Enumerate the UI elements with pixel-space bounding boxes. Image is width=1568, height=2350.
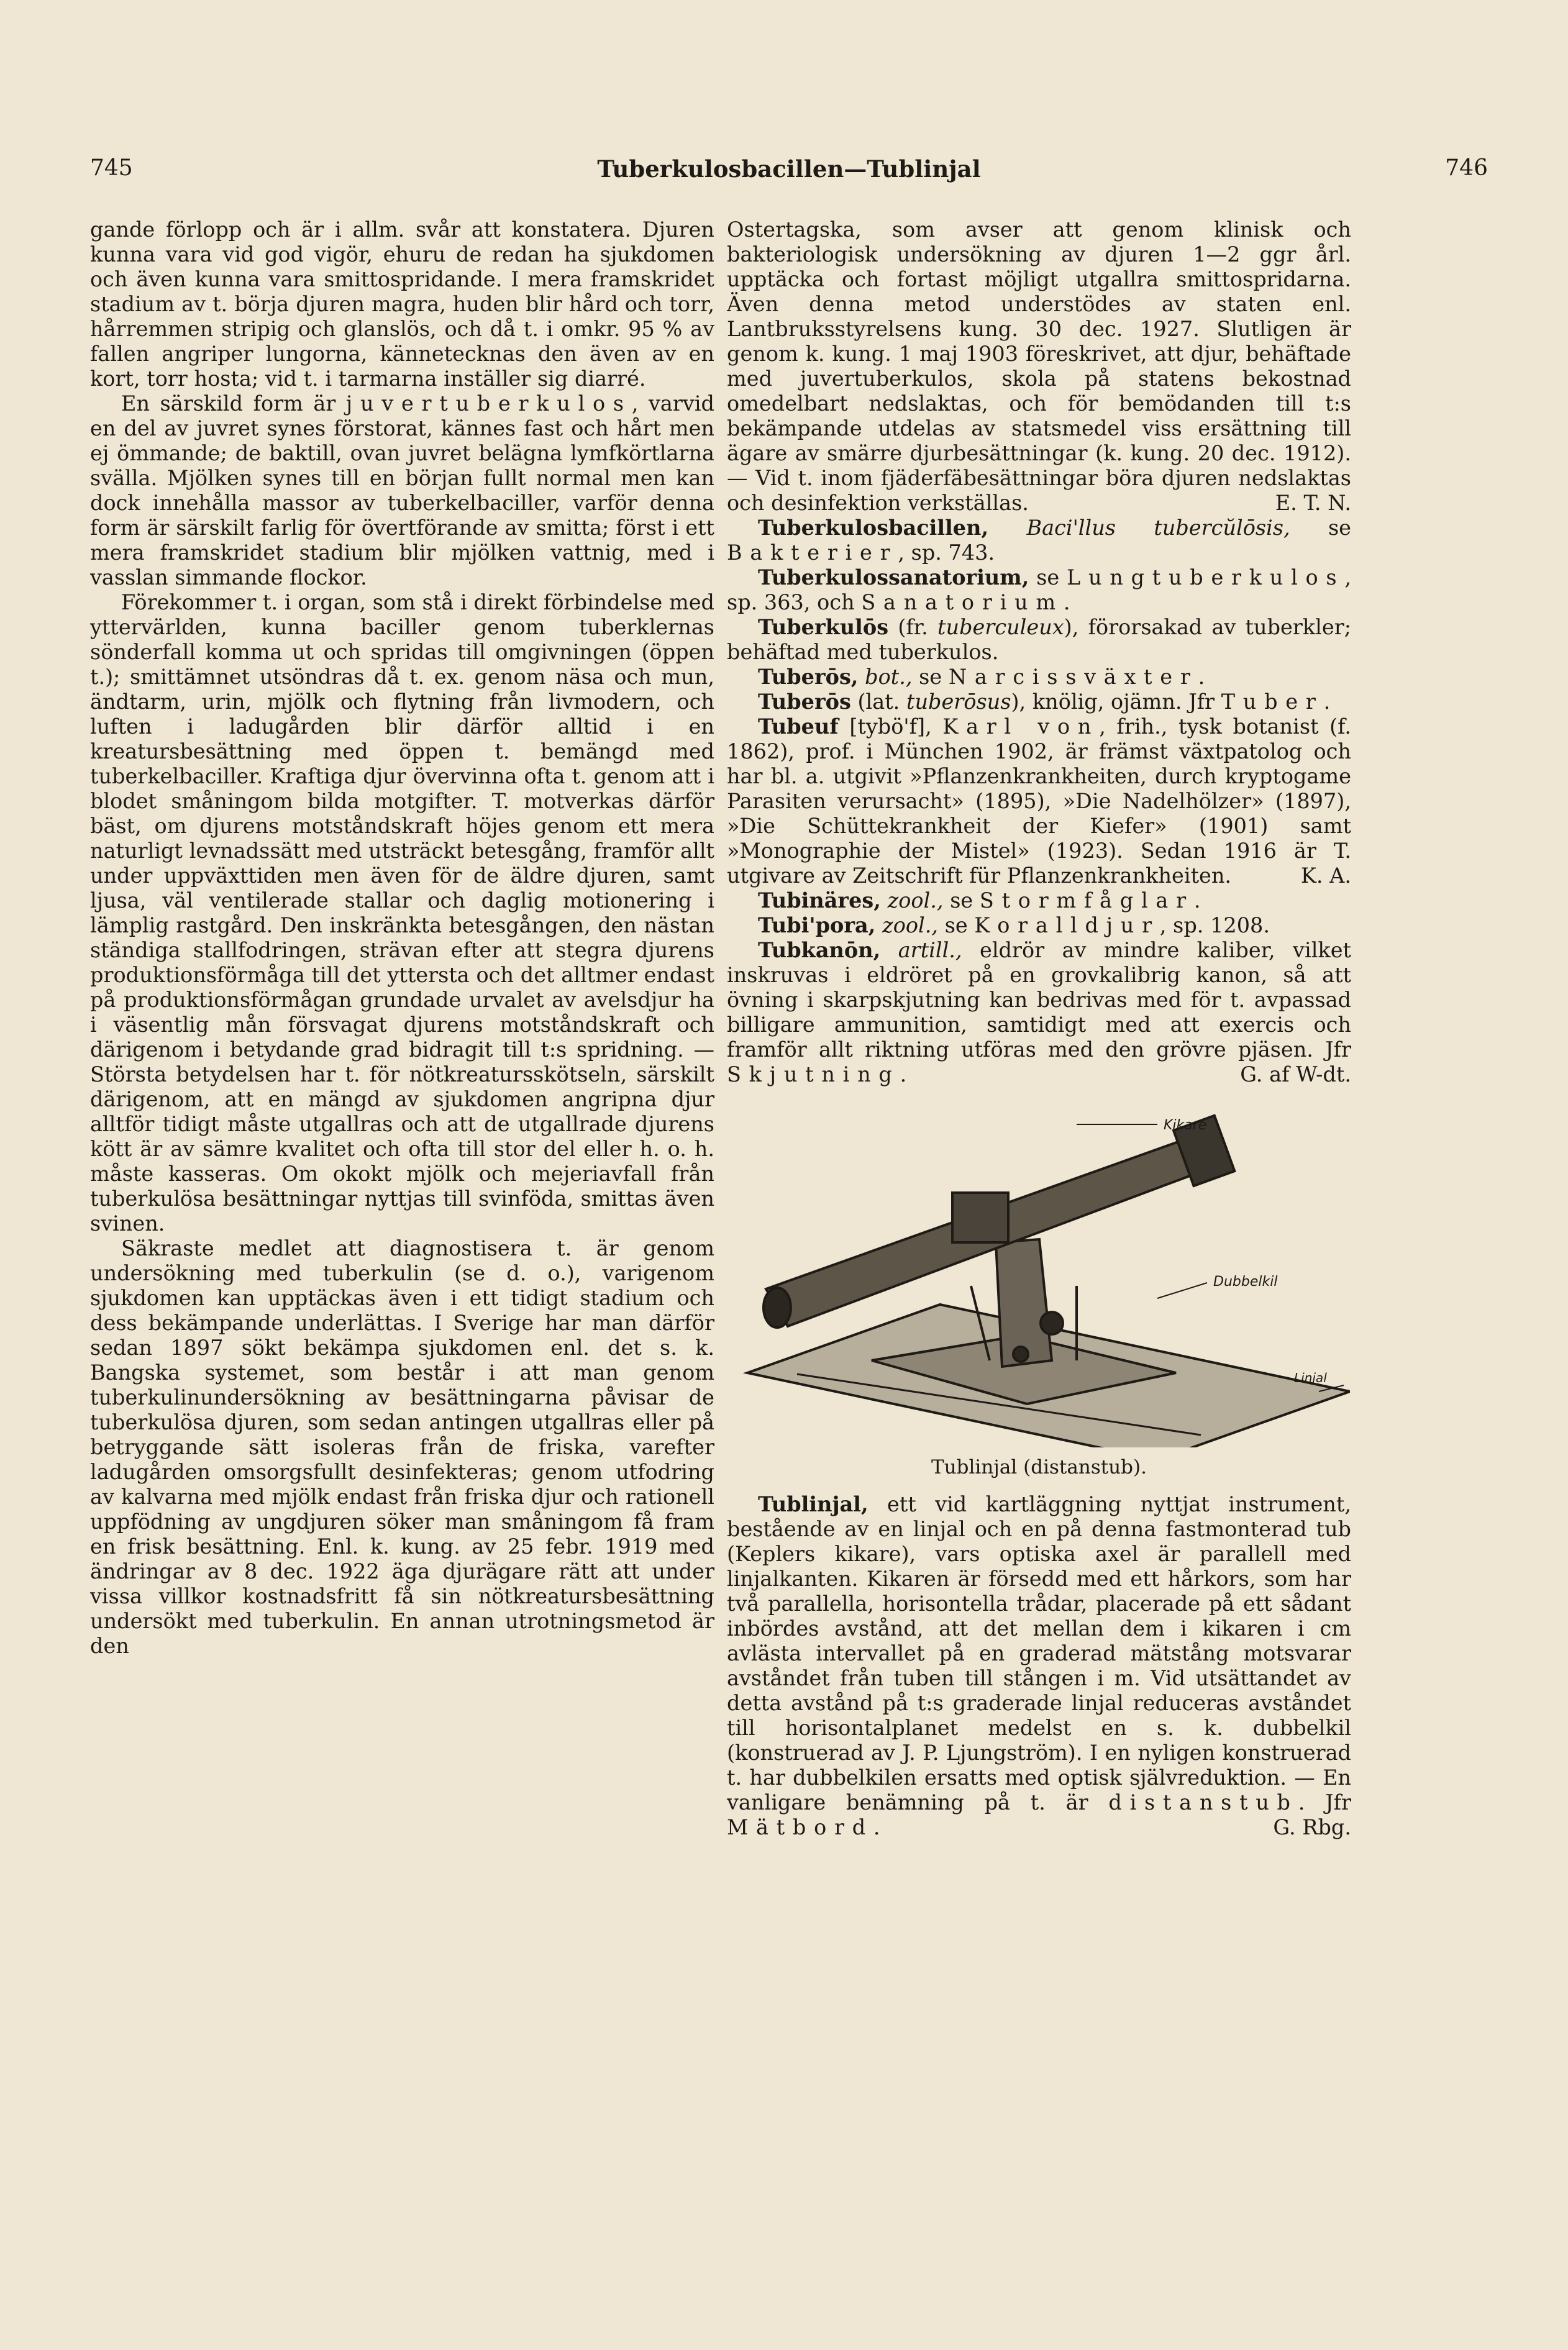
entry-tubeuf <box>727 714 1351 888</box>
text: . <box>1198 665 1205 689</box>
paragraph: Säkraste medlet att diagnostisera t. är genom undersökning med tuberkulin (se d. o.), varigenom sjukdomen kan upptäckas även i ett tidigt stadium och dess bekämpande underlättas. I Sverige har man därför sedan 1897 sökt bekämpa sjukdomen enl. det s. k. Bangska systemet, som består i att man genom tuberkulinundersökning av besättningarna påvisar de tuberkulösa djuren, som sedan antingen utgallras eller på betryggande sätt isoleras från de friska, varefter ladugården omsorgsfullt desinfekteras; genom utfodring av kalvarna med mjölk endast från friska djur och rationell uppfödning av ungdjuren söker man småningom få fram en frisk besättning. Enl. k. kung. av 25 febr. 1919 med ändringar av 8 dec. 1922 äga djurägare rätt att under vissa villkor kostnadsfritt få sin nötkreatursbesättning undersökt med tuberkulin. En annan utrotningsmetod är den <box>90 1236 714 1658</box>
author-signature: E. T. N. <box>1275 491 1351 515</box>
entry-headword: Tuberkulossanatorium, <box>758 565 1029 590</box>
cross-reference: Skjutning <box>727 1062 900 1086</box>
text: se <box>944 913 968 937</box>
cross-reference: Narcissväxter <box>948 665 1198 689</box>
paragraph: Förekommer t. i organ, som stå i direkt förbindelse med yttervärlden, kunna baciller genom tuberklernas sönderfall komma ut och spridas till omgivningen (öppen t.); smittämnet utsöndras då t. ex. genom näsa och mun, ändtarm, urin, mjölk och flytning från livmodern, och luften i ladugården blir därför alltid i en kreatursbesättning med öppen t. bemängd med tuberkelbaciller. Kraftiga djur övervinna ofta t. genom att i blodet småningom bilda motgifter. T. motverkas därför bäst, om djurens motståndskraft höjes genom ett mera naturligt levnadssätt med utsträckt betesgång, framför allt under uppväxttiden men även för de äldre djuren, samt ljusa, väl ventilerade stallar och daglig motionering i lämplig rastgård. Den inskränkta betesgången, den nästan ständiga stallfodringen, strävan efter att stegra djurens produktionsförmåga till det yttersta och det alltmer endast på produktionsförmågan grundade urvalet av avelsdjur ha i väsentlig mån försvagat djurens motståndskraft och därigenom i betydande grad bidragit till t:s spridning. — Största betydelsen har t. för nötkreatursskötseln, särskilt därigenom, att en mängd av sjukdomen angripna djur alltför tidigt måste utgallras och att de utgallrade djurens kött är av sämre kvalitet och ofta till stor del eller h. o. h. måste kasseras. Om okokt mjölk och mejeriavfall från tuberkulösa besättningar nyttjas till svinföda, smittas även svinen. <box>90 590 714 1236</box>
entry-tublinjal <box>727 1492 1351 1840</box>
text: [tybö'f], <box>849 714 932 739</box>
label-kikare: Kikare <box>1163 1118 1206 1133</box>
figure-tublinjal <box>727 1100 1351 1447</box>
text: ), förorsakad av tuberkler; behäftad med tuberkulos. <box>727 615 1352 664</box>
entry-tuberkulos <box>727 615 1351 665</box>
paragraph: gande förlopp och är i allm. svår att konstatera. Djuren kunna vara vid god vigör, ehuru de redan ha sjukdomen och även kunna vara smittospridande. I mera framskridet stadium av t. börja djuren magra, huden blir hård och torr, hårremmen stripig och glanslös, och då t. i omkr. 95 % av fallen angriper lungorna, kännetecknas den även av en kort, torr hosta; vid t. i tarmarna inställer sig diarré. <box>90 217 714 391</box>
person-name: Karl von <box>942 714 1100 739</box>
entry-headword: Tubkanōn, <box>758 938 881 962</box>
cross-reference: Lungtuberkulos <box>1067 565 1345 590</box>
page-number-left: 745 <box>90 155 133 181</box>
cross-reference: Koralldjur <box>974 913 1160 937</box>
text: ett vid kartläggning nyttjat instrument, bestående av en linjal och en på denna fastmonterad tub (Keplers kikare), vars optiska axel är parallell med linjalkanten. Kikaren är försedd med ett hårkors, som har två parallella, horisontella trådar, placerade på ett sådant inbördes avstånd, att det mellan dem i kikaren i cm avlästa intervallet på en graderad mätstång motsvarar avståndet från tuben till stången i m. Vid utsättandet av detta avstånd på t:s graderade linjal reduceras avståndet till horisontalplanet medelst en s. k. dubbelkil (konstruerad av J. P. Ljungström). I en nyligen konstruerad t. har dubbelkilen ersatts med optisk självreduktion. — En vanligare benämning på t. är <box>727 1492 1351 1815</box>
figure-caption: Tublinjal (distanstub). <box>931 1456 1147 1478</box>
spaced-term: juvertuberkulos <box>345 391 632 416</box>
cross-reference: Sanatorium <box>861 590 1064 614</box>
author-signature: K. A. <box>1300 863 1351 888</box>
italic-term: Baci'llus tubercŭlōsis, <box>1026 516 1290 540</box>
entry-tuberos-lat <box>727 690 1351 714</box>
entry-tubipora <box>727 913 1351 938</box>
italic-term: bot., <box>865 665 913 689</box>
entry-tuberkulosbacillen <box>727 516 1351 565</box>
text: ), knölig, ojämn. Jfr <box>1011 690 1215 714</box>
entry-headword: Tubi'pora, <box>758 913 876 937</box>
entry-headword: Tublinjal, <box>758 1492 868 1516</box>
text: . <box>873 1815 880 1839</box>
entry-tubinares <box>727 888 1351 913</box>
text: (fr. <box>898 615 928 639</box>
text: . <box>1063 590 1070 614</box>
text: . <box>1193 888 1201 913</box>
italic-term: tuberculeux <box>937 615 1064 639</box>
text: eldrör av mindre kaliber, vilket inskruvas i eldröret på en grovkalibrig kanon, så att övning i skarpskjutning kan bedrivas med för t. avpassad billigare ammunition, samtidigt med att exercis och framför allt riktning utföras med den grövre pjäsen. Jfr <box>727 938 1351 1062</box>
text: , frih., tysk botanist (f. 1862), prof. i München 1902, är främst växtpatolog och har bl. a. utgivit »Pflanzenkrankheiten, durch kryptogame Parasiten verursacht» (1895), »Die Nadelhölzer» (1897), »Die Schüttekrankheit der Kiefer» (1901) samt »Monographie der Mistel» (1923). Sedan 1916 är T. utgivare av Zeitschrift für Pflanzenkrankheiten. <box>727 714 1352 888</box>
right-column <box>727 217 1351 1840</box>
text: se <box>1328 516 1351 540</box>
text: . <box>1323 690 1331 714</box>
label-linjal: Linjal <box>1293 1370 1327 1385</box>
cross-reference: Mätbord <box>727 1815 873 1839</box>
entry-tubkanon <box>727 938 1351 1087</box>
italic-term: zool., <box>887 888 944 913</box>
author-signature: G. Rbg. <box>1273 1815 1351 1839</box>
cross-reference: Tuber <box>1221 690 1324 714</box>
italic-term: tuberōsus <box>906 690 1011 714</box>
entry-headword: Tubinäres, <box>758 888 881 913</box>
paragraph <box>727 217 1351 516</box>
text: se <box>919 665 942 689</box>
running-title: Tuberkulosbacillen—Tublinjal <box>597 155 981 183</box>
text: , sp. 363, och <box>727 565 1352 614</box>
entry-headword: Tuberōs, <box>758 665 859 689</box>
text: se <box>1036 565 1060 590</box>
text: . Jfr <box>1298 1790 1351 1815</box>
text: , sp. 1208. <box>1159 913 1270 937</box>
text: , sp. 743. <box>898 540 995 565</box>
text: , varvid en del av juvret synes förstorat, kännes fast och hårt men ej ömmande; de baktill, ovan juvret belägna lymfkörtlarna svälla. Mjölken synes till en början fullt normal men kan dock innehålla massor av tuberkelbaciller, varför denna form är särskilt farlig för övertförande av smitta; först i ett mera framskridet stadium blir mjölken vattnig, med i vasslan simmande flockor. <box>90 391 714 590</box>
tublinjal-illustration <box>729 1100 1350 1447</box>
cross-reference: Bakterier <box>727 540 898 565</box>
entry-headword: Tubeuf <box>758 714 839 739</box>
page-header <box>90 155 1488 199</box>
page-number-right: 746 <box>1445 155 1488 181</box>
text: Ostertagska, som avser att genom klinisk och bakteriologisk undersökning av djuren 1—2 ggr årl. upptäcka och fortast möjligt utgallra smittospridarna. Även denna metod understödes av staten enl. Lantbruksstyrelsens kung. 30 dec. 1927. Slutligen är genom k. kung. 1 maj 1903 föreskrivet, att djur, behäftade med juvertuberkulos, skola på statens bekostnad omedelbart nedslaktas, och för bemödanden till t:s bekämpande utdelas av statsmedel viss ersättning till ägare av smärre djurbesättningar (k. kung. 20 dec. 1912). — Vid t. inom fjäderfäbesättningar böra djuren nedslaktas och desinfektion verkställas. <box>727 217 1351 515</box>
label-dubbelkil: Dubbelkil <box>1213 1274 1277 1290</box>
italic-term: artill., <box>898 938 962 962</box>
text: . <box>900 1062 907 1086</box>
entry-headword: Tuberkulosbacillen, <box>758 516 989 540</box>
paragraph <box>90 391 714 590</box>
entry-tuberkulossanatorium <box>727 565 1351 615</box>
entry-tuberos-bot <box>727 665 1351 690</box>
entry-headword: Tuberōs <box>758 690 851 714</box>
author-signature: G. af W-dt. <box>1240 1062 1351 1086</box>
italic-term: zool., <box>882 913 939 937</box>
cross-reference: Stormfåglar <box>979 888 1194 913</box>
text: En särskild form är <box>121 391 346 416</box>
text: (lat. <box>857 690 900 714</box>
text: se <box>950 888 973 913</box>
spaced-term: distanstub <box>1108 1790 1298 1815</box>
entry-headword: Tuberkulōs <box>758 615 889 639</box>
left-column <box>90 217 714 1659</box>
